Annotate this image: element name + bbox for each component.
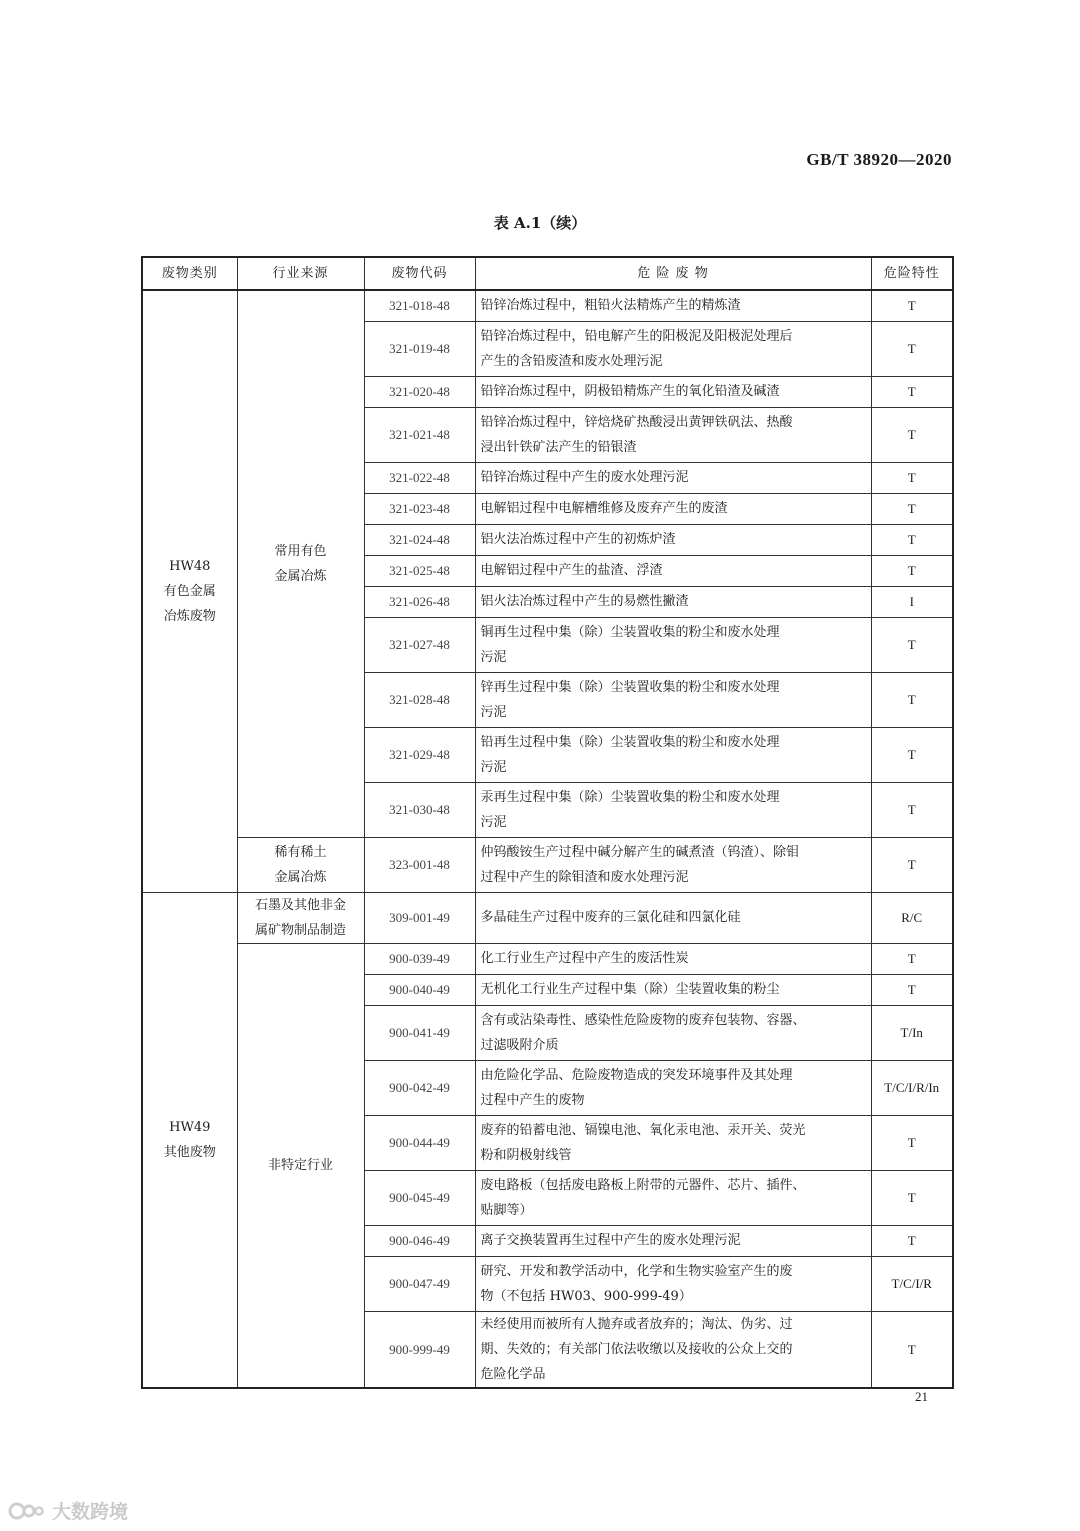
waste-category-hw48-line: HW48 bbox=[169, 558, 211, 574]
waste-description-line: 贴脚等） bbox=[480, 1202, 533, 1218]
watermark-logo-icon bbox=[8, 1500, 48, 1522]
watermark-text: 大数跨境 bbox=[52, 1501, 129, 1523]
industry-source bbox=[237, 290, 364, 837]
hazard-characteristic: T bbox=[871, 782, 953, 837]
waste-description-line: 铅再生过程中集（除）尘装置收集的粉尘和废水处理 bbox=[480, 734, 780, 750]
waste-code: 321-029-48 bbox=[364, 727, 475, 782]
waste-code: 321-028-48 bbox=[364, 672, 475, 727]
waste-code: 321-020-48 bbox=[364, 376, 475, 407]
waste-description-line: 过程中产生的废物 bbox=[480, 1092, 585, 1108]
industry-source-line: 非特定行业 bbox=[267, 1157, 333, 1173]
waste-description-line: 铝火法冶炼过程中产生的初炼炉渣 bbox=[480, 532, 676, 547]
hazard-characteristic: T bbox=[871, 617, 953, 672]
waste-description-line: 铜再生过程中集（除）尘装置收集的粉尘和废水处理 bbox=[480, 624, 780, 640]
hazard-characteristic: I bbox=[871, 586, 953, 617]
waste-code: 900-041-49 bbox=[364, 1005, 475, 1060]
waste-code: 321-021-48 bbox=[364, 407, 475, 462]
waste-category-hw49-line: 其他废物 bbox=[163, 1144, 216, 1160]
waste-description-line: 铅锌冶炼过程中，铅电解产生的阳极泥及阳极泥处理后 bbox=[480, 328, 793, 344]
waste-description bbox=[475, 1060, 871, 1115]
waste-description bbox=[475, 727, 871, 782]
waste-description bbox=[475, 837, 871, 892]
waste-description-line: 铅锌冶炼过程中，锌焙烧矿热酸浸出黄钾铁矾法、热酸 bbox=[480, 414, 793, 430]
waste-description bbox=[475, 493, 871, 524]
waste-code: 321-024-48 bbox=[364, 524, 475, 555]
industry-source bbox=[237, 943, 364, 1388]
waste-category-hw48 bbox=[142, 290, 237, 892]
waste-code: 321-023-48 bbox=[364, 493, 475, 524]
hazard-characteristic: T bbox=[871, 1115, 953, 1170]
waste-description bbox=[475, 1170, 871, 1225]
waste-description bbox=[475, 376, 871, 407]
waste-code: 900-039-49 bbox=[364, 943, 475, 974]
waste-description bbox=[475, 974, 871, 1005]
waste-description bbox=[475, 1225, 871, 1256]
waste-code: 321-018-48 bbox=[364, 290, 475, 321]
waste-description bbox=[475, 1311, 871, 1388]
table-body bbox=[142, 290, 953, 1388]
waste-description-line: 锌再生过程中集（除）尘装置收集的粉尘和废水处理 bbox=[480, 679, 780, 695]
hazard-characteristic: T bbox=[871, 524, 953, 555]
table-row bbox=[142, 892, 953, 943]
waste-description-line: 废弃的铅蓄电池、镉镍电池、氧化汞电池、汞开关、荧光 bbox=[480, 1122, 806, 1138]
waste-code: 321-027-48 bbox=[364, 617, 475, 672]
waste-code: 323-001-48 bbox=[364, 837, 475, 892]
hazard-characteristic: T bbox=[871, 1170, 953, 1225]
table-row bbox=[142, 943, 953, 974]
waste-description-line: 期、失效的；有关部门依法收缴以及接收的公众上交的 bbox=[480, 1341, 793, 1357]
waste-description-line: 危险化学品 bbox=[480, 1366, 546, 1382]
waste-code: 900-046-49 bbox=[364, 1225, 475, 1256]
industry-source-line: 稀有稀土 bbox=[274, 844, 327, 860]
table-caption: 表 A.1（续） bbox=[493, 214, 587, 232]
waste-description-line: 过程中产生的除钼渣和废水处理污泥 bbox=[480, 869, 689, 885]
waste-code: 900-047-49 bbox=[364, 1256, 475, 1311]
waste-description-line: 粉和阴极射线管 bbox=[480, 1147, 572, 1163]
waste-description-line: 电解铝过程中电解槽维修及废弃产生的废渣 bbox=[480, 501, 728, 516]
watermark bbox=[8, 1497, 128, 1524]
industry-source-line: 石墨及其他非金 bbox=[254, 897, 346, 913]
hazard-characteristic: T/In bbox=[871, 1005, 953, 1060]
waste-code: 900-040-49 bbox=[364, 974, 475, 1005]
hazard-characteristic: T bbox=[871, 943, 953, 974]
waste-code: 321-022-48 bbox=[364, 462, 475, 493]
hazard-characteristic: T bbox=[871, 1225, 953, 1256]
waste-description-line: 铝火法冶炼过程中产生的易燃性撇渣 bbox=[480, 594, 689, 609]
waste-category-hw48-line: 冶炼废物 bbox=[163, 608, 216, 624]
hazard-characteristic: T bbox=[871, 837, 953, 892]
waste-description bbox=[475, 586, 871, 617]
waste-description-line: 铅锌冶炼过程中，粗铅火法精炼产生的精炼渣 bbox=[480, 298, 741, 314]
waste-code: 321-019-48 bbox=[364, 321, 475, 376]
table-row bbox=[142, 290, 953, 321]
waste-description bbox=[475, 407, 871, 462]
waste-description bbox=[475, 321, 871, 376]
waste-code: 900-045-49 bbox=[364, 1170, 475, 1225]
waste-code: 900-042-49 bbox=[364, 1060, 475, 1115]
waste-category-hw49-line: HW49 bbox=[169, 1119, 211, 1135]
waste-code: 321-030-48 bbox=[364, 782, 475, 837]
waste-description-line: 产生的含铅废渣和废水处理污泥 bbox=[480, 353, 663, 369]
waste-description-line: 未经使用而被所有人抛弃或者放弃的；淘汰、伪劣、过 bbox=[480, 1316, 793, 1332]
standard-number: GB/T 38920—2020 bbox=[806, 150, 952, 169]
waste-description-line: 汞再生过程中集（除）尘装置收集的粉尘和废水处理 bbox=[480, 789, 780, 805]
waste-description-line: 过滤吸附介质 bbox=[480, 1037, 559, 1053]
waste-code: 309-001-49 bbox=[364, 892, 475, 943]
waste-description-line: 电解铝过程中产生的盐渣、浮渣 bbox=[480, 563, 663, 578]
waste-description-line: 污泥 bbox=[480, 814, 507, 830]
waste-description bbox=[475, 1005, 871, 1060]
waste-description-line: 铅锌冶炼过程中，阴极铅精炼产生的氧化铅渣及碱渣 bbox=[480, 384, 780, 399]
waste-description-line: 由危险化学品、危险废物造成的突发环境事件及其处理 bbox=[480, 1067, 793, 1083]
waste-description-line: 污泥 bbox=[480, 649, 507, 665]
hazard-characteristic: T bbox=[871, 290, 953, 321]
industry-source-line: 金属冶炼 bbox=[274, 869, 327, 885]
industry-source bbox=[237, 892, 364, 943]
waste-code: 900-999-49 bbox=[364, 1311, 475, 1388]
industry-source-line: 常用有色 bbox=[274, 543, 327, 559]
hazard-characteristic: R/C bbox=[871, 892, 953, 943]
waste-description-line: 研究、开发和教学活动中，化学和生物实验室产生的废 bbox=[480, 1263, 793, 1279]
table-row bbox=[142, 837, 953, 892]
industry-source-line: 属矿物制品制造 bbox=[254, 922, 346, 938]
hazard-characteristic: T bbox=[871, 321, 953, 376]
waste-description-line: 无机化工行业生产过程中集（除）尘装置收集的粉尘 bbox=[480, 982, 780, 997]
waste-description bbox=[475, 672, 871, 727]
col-header-category: 废物类别 bbox=[142, 257, 237, 290]
hazard-characteristic: T bbox=[871, 493, 953, 524]
waste-description-line: 废电路板（包括废电路板上附带的元器件、芯片、插件、 bbox=[480, 1177, 806, 1193]
waste-description-line: 多晶硅生产过程中废弃的三氯化硅和四氯化硅 bbox=[480, 910, 741, 925]
waste-description-line: 化工行业生产过程中产生的废活性炭 bbox=[480, 951, 689, 966]
hazard-characteristic: T bbox=[871, 407, 953, 462]
waste-category-hw48-line: 有色金属 bbox=[163, 583, 216, 599]
waste-description-line: 污泥 bbox=[480, 759, 507, 775]
hazard-characteristic: T bbox=[871, 672, 953, 727]
waste-description-line: 物（不包括 HW03、900-999-49） bbox=[480, 1288, 692, 1304]
industry-source bbox=[237, 837, 364, 892]
hazardous-waste-table bbox=[141, 256, 954, 1389]
hazard-characteristic: T bbox=[871, 974, 953, 1005]
waste-description-line: 铅锌冶炼过程中产生的废水处理污泥 bbox=[480, 470, 689, 485]
waste-description bbox=[475, 782, 871, 837]
waste-description bbox=[475, 524, 871, 555]
col-header-hazard: 危险特性 bbox=[871, 257, 953, 290]
waste-description-line: 仲钨酸铵生产过程中碱分解产生的碱煮渣（钨渣）、除钼 bbox=[480, 844, 800, 860]
hazard-characteristic: T bbox=[871, 462, 953, 493]
waste-description bbox=[475, 617, 871, 672]
waste-description bbox=[475, 1115, 871, 1170]
waste-description bbox=[475, 555, 871, 586]
table-header-row bbox=[142, 257, 953, 290]
waste-description bbox=[475, 290, 871, 321]
col-header-code: 废物代码 bbox=[364, 257, 475, 290]
waste-description-line: 含有或沾染毒性、感染性危险废物的废弃包装物、容器、 bbox=[480, 1012, 806, 1028]
page-number: 21 bbox=[915, 1389, 928, 1404]
waste-description bbox=[475, 943, 871, 974]
col-header-source: 行业来源 bbox=[237, 257, 364, 290]
industry-source-line: 金属冶炼 bbox=[274, 568, 327, 584]
hazard-characteristic: T bbox=[871, 1311, 953, 1388]
hazard-characteristic: T bbox=[871, 727, 953, 782]
hazard-characteristic: T bbox=[871, 555, 953, 586]
hazard-characteristic: T/C/I/R bbox=[871, 1256, 953, 1311]
waste-description bbox=[475, 462, 871, 493]
hazard-characteristic: T/C/I/R/In bbox=[871, 1060, 953, 1115]
waste-code: 900-044-49 bbox=[364, 1115, 475, 1170]
waste-code: 321-026-48 bbox=[364, 586, 475, 617]
waste-description bbox=[475, 892, 871, 943]
waste-code: 321-025-48 bbox=[364, 555, 475, 586]
waste-description-line: 离子交换装置再生过程中产生的废水处理污泥 bbox=[480, 1233, 741, 1248]
waste-description bbox=[475, 1256, 871, 1311]
waste-description-line: 污泥 bbox=[480, 704, 507, 720]
waste-category-hw49 bbox=[142, 892, 237, 1388]
waste-description-line: 浸出针铁矿法产生的铅银渣 bbox=[480, 439, 637, 455]
hazard-characteristic: T bbox=[871, 376, 953, 407]
col-header-waste: 危 险 废 物 bbox=[475, 257, 871, 290]
